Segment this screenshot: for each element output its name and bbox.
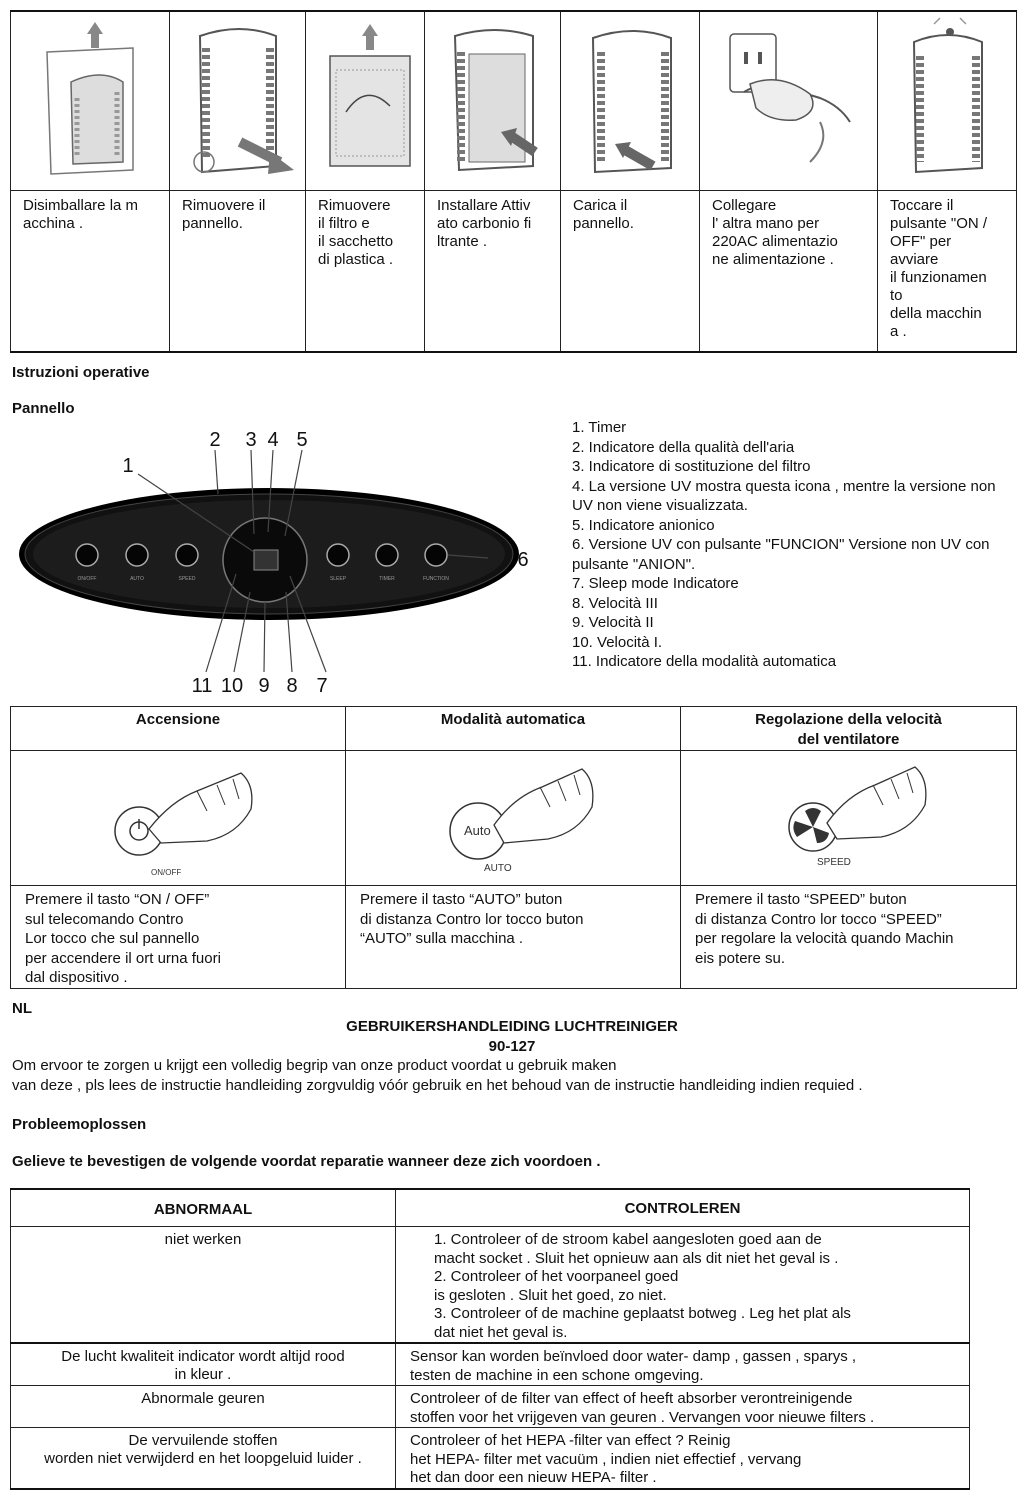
power-description: Premere il tasto “ON / OFF” sul telecomando Contro Lor tocco che sul pannello per accendere il ort urna fuori dal dispositivo . bbox=[11, 886, 346, 989]
header-auto: Modalità automatica bbox=[346, 707, 681, 751]
legend-item: 6. Versione UV con pulsante "FUNCION" Versione non UV con pulsante "ANION". bbox=[572, 536, 990, 573]
troubleshooting-table bbox=[10, 1188, 970, 1490]
legend-item: 4. La versione UV mostra questa icona , mentre la versione non UV non viene visualizzata. bbox=[572, 477, 996, 514]
svg-text:TIMER: TIMER bbox=[379, 576, 395, 582]
svg-text:AUTO: AUTO bbox=[130, 576, 144, 582]
unpack-illustration bbox=[11, 12, 169, 186]
remove-filter-illustration bbox=[306, 12, 424, 186]
step5-text: Carica il pannello. bbox=[561, 191, 700, 353]
legend-item: 3. Indicatore di sostituzione del filtro bbox=[572, 458, 811, 475]
check-item: 3. Controleer of de machine geplaatst botweg . Leg het plat als dat niet het geval is. bbox=[434, 1305, 851, 1341]
nl-title: GEBRUIKERSHANDLEIDING LUCHTREINIGER bbox=[346, 1018, 678, 1035]
panel-label-9: 9 bbox=[258, 675, 270, 697]
speed-illustration bbox=[681, 751, 1017, 886]
problem-cell: niet werken bbox=[11, 1227, 396, 1344]
step2-illustration bbox=[170, 11, 306, 191]
check-cell: Controleer of de filter van effect of heeft absorber verontreinigende stoffen voor het vrijgeven van geuren . Vervangen voor nieuwe filters . bbox=[396, 1386, 970, 1428]
header-power: Accensione bbox=[11, 707, 346, 751]
timer-button-icon bbox=[376, 544, 398, 566]
lang-label: NL bbox=[12, 1000, 32, 1017]
panel-title: Pannello bbox=[12, 400, 75, 417]
legend-item: 1. Timer bbox=[572, 419, 627, 436]
panel-label-11: 11 bbox=[191, 675, 213, 697]
legend-item: 5. Indicatore anionico bbox=[572, 516, 715, 534]
speed-button-icon bbox=[176, 544, 198, 566]
power-illustration bbox=[11, 751, 346, 886]
header-controleren: CONTROLEREN bbox=[396, 1189, 970, 1227]
step6-illustration bbox=[700, 11, 878, 191]
trouble-title: Probleemoplossen bbox=[12, 1116, 147, 1133]
legend-item: 2. Indicatore della qualità dell'aria bbox=[572, 438, 795, 456]
step6-text: Collegare l' altra mano per 220AC alimentazio ne alimentazione . bbox=[700, 191, 878, 353]
auto-illustration bbox=[346, 751, 681, 886]
auto-button-icon bbox=[126, 544, 148, 566]
check-item: 1. Controleer of de stroom kabel aangesloten goed aan de macht socket . Sluit het opnieuw aan als dit niet het geval is . bbox=[434, 1231, 839, 1267]
nl-model: 90-127 bbox=[488, 1038, 536, 1055]
speed-caption: SPEED bbox=[817, 857, 851, 868]
power-icon-label: ON/OFF bbox=[151, 868, 182, 877]
step1-text: Disimballare la m acchina . bbox=[11, 191, 170, 353]
step2-text: Rimuovere il pannello. bbox=[170, 191, 306, 353]
problem-cell: De lucht kwaliteit indicator wordt altijd rood in kleur . bbox=[11, 1343, 396, 1386]
power-on-illustration bbox=[878, 12, 1016, 186]
step4-illustration bbox=[425, 11, 561, 191]
svg-text:SPEED: SPEED bbox=[178, 576, 196, 582]
steps-table bbox=[10, 10, 1017, 353]
panel-label-8: 8 bbox=[286, 675, 298, 697]
load-panel-illustration bbox=[561, 12, 699, 186]
check-cell: Controleer of het HEPA -filter van effect ? Reinig het HEPA- filter met vacuüm , indien niet effectief , vervang het dan door een nieuw HEPA- filter . bbox=[396, 1428, 970, 1489]
check-cell bbox=[396, 1227, 970, 1344]
check-item: 2. Controleer of het voorpaneel goed is gesloten . Sluit het goed, zo niet. bbox=[434, 1268, 679, 1304]
speed-description: Premere il tasto “SPEED” buton di distanza Contro lor tocco “SPEED” per regolare la velocità quando Machin eis potere su. bbox=[681, 886, 1017, 989]
install-carbon-filter-illustration bbox=[425, 12, 560, 186]
legend-item: 10. Velocità I. bbox=[572, 633, 663, 651]
modes-table bbox=[10, 706, 1017, 989]
step5-illustration bbox=[561, 11, 700, 191]
panel-label-6: 6 bbox=[517, 549, 529, 571]
fan-icon bbox=[793, 808, 829, 843]
problem-cell: Abnormale geuren bbox=[11, 1386, 396, 1428]
confirm-text: Gelieve te bevestigen de volgende voordat reparatie wanneer deze zich voordoen . bbox=[12, 1153, 601, 1170]
plug-in-illustration bbox=[700, 12, 877, 186]
panel-legend-list bbox=[572, 418, 1012, 672]
header-speed: Regolazione della velocità del ventilatore bbox=[681, 707, 1017, 751]
nl-intro-line1: Om ervoor te zorgen u krijgt een volledig begrip van onze product voordat u gebruik maken bbox=[12, 1057, 617, 1074]
panel-label-4: 4 bbox=[267, 429, 279, 451]
panel-label-5: 5 bbox=[296, 429, 308, 451]
function-button-icon bbox=[425, 544, 447, 566]
remove-panel-illustration bbox=[170, 12, 305, 186]
sleep-button-icon bbox=[327, 544, 349, 566]
step7-illustration bbox=[878, 11, 1017, 191]
nl-intro-line2: van deze , pls lees de instructie handleiding zorgvuldig vóór gebruik en het behoud van de instructie handleiding indien requied . bbox=[12, 1077, 863, 1094]
auto-description: Premere il tasto “AUTO” buton di distanza Contro lor tocco buton “AUTO” sulla macchina . bbox=[346, 886, 681, 989]
panel-label-3: 3 bbox=[245, 429, 257, 451]
panel-label-7: 7 bbox=[316, 675, 328, 697]
auto-icon-label: Auto bbox=[464, 823, 491, 838]
svg-text:FUNCTION: FUNCTION bbox=[423, 576, 449, 582]
panel-label-10: 10 bbox=[220, 675, 244, 697]
auto-caption: AUTO bbox=[484, 863, 512, 874]
ops-title: Istruzioni operative bbox=[12, 364, 150, 381]
control-panel-diagram bbox=[10, 424, 560, 700]
check-cell: Sensor kan worden beïnvloed door water- damp , gassen , sparys , testen de machine in een schone omgeving. bbox=[396, 1343, 970, 1386]
problem-cell: De vervuilende stoffen worden niet verwijderd en het loopgeluid luider . bbox=[11, 1428, 396, 1489]
step7-text: Toccare il pulsante "ON / OFF" per avviare il funzionamen to della macchin a . bbox=[878, 191, 1017, 353]
svg-text:ON/OFF: ON/OFF bbox=[77, 576, 97, 582]
svg-text:SLEEP: SLEEP bbox=[329, 576, 347, 582]
legend-item: 7. Sleep mode Indicatore bbox=[572, 575, 739, 592]
panel-label-2: 2 bbox=[209, 429, 221, 451]
legend-item: 9. Velocità II bbox=[572, 614, 654, 631]
step3-illustration bbox=[306, 11, 425, 191]
header-abnormaal: ABNORMAAL bbox=[11, 1189, 396, 1227]
step4-text: Installare Attiv ato carbonio fi ltrante . bbox=[425, 191, 561, 353]
step3-text: Rimuovere il filtro e il sacchetto di plastica . bbox=[306, 191, 425, 353]
panel-label-1: 1 bbox=[122, 455, 134, 477]
legend-item: 11. Indicatore della modalità automatica bbox=[572, 653, 837, 670]
step1-illustration bbox=[11, 11, 170, 191]
legend-item: 8. Velocità III bbox=[572, 594, 658, 612]
power-button-icon bbox=[76, 544, 98, 566]
